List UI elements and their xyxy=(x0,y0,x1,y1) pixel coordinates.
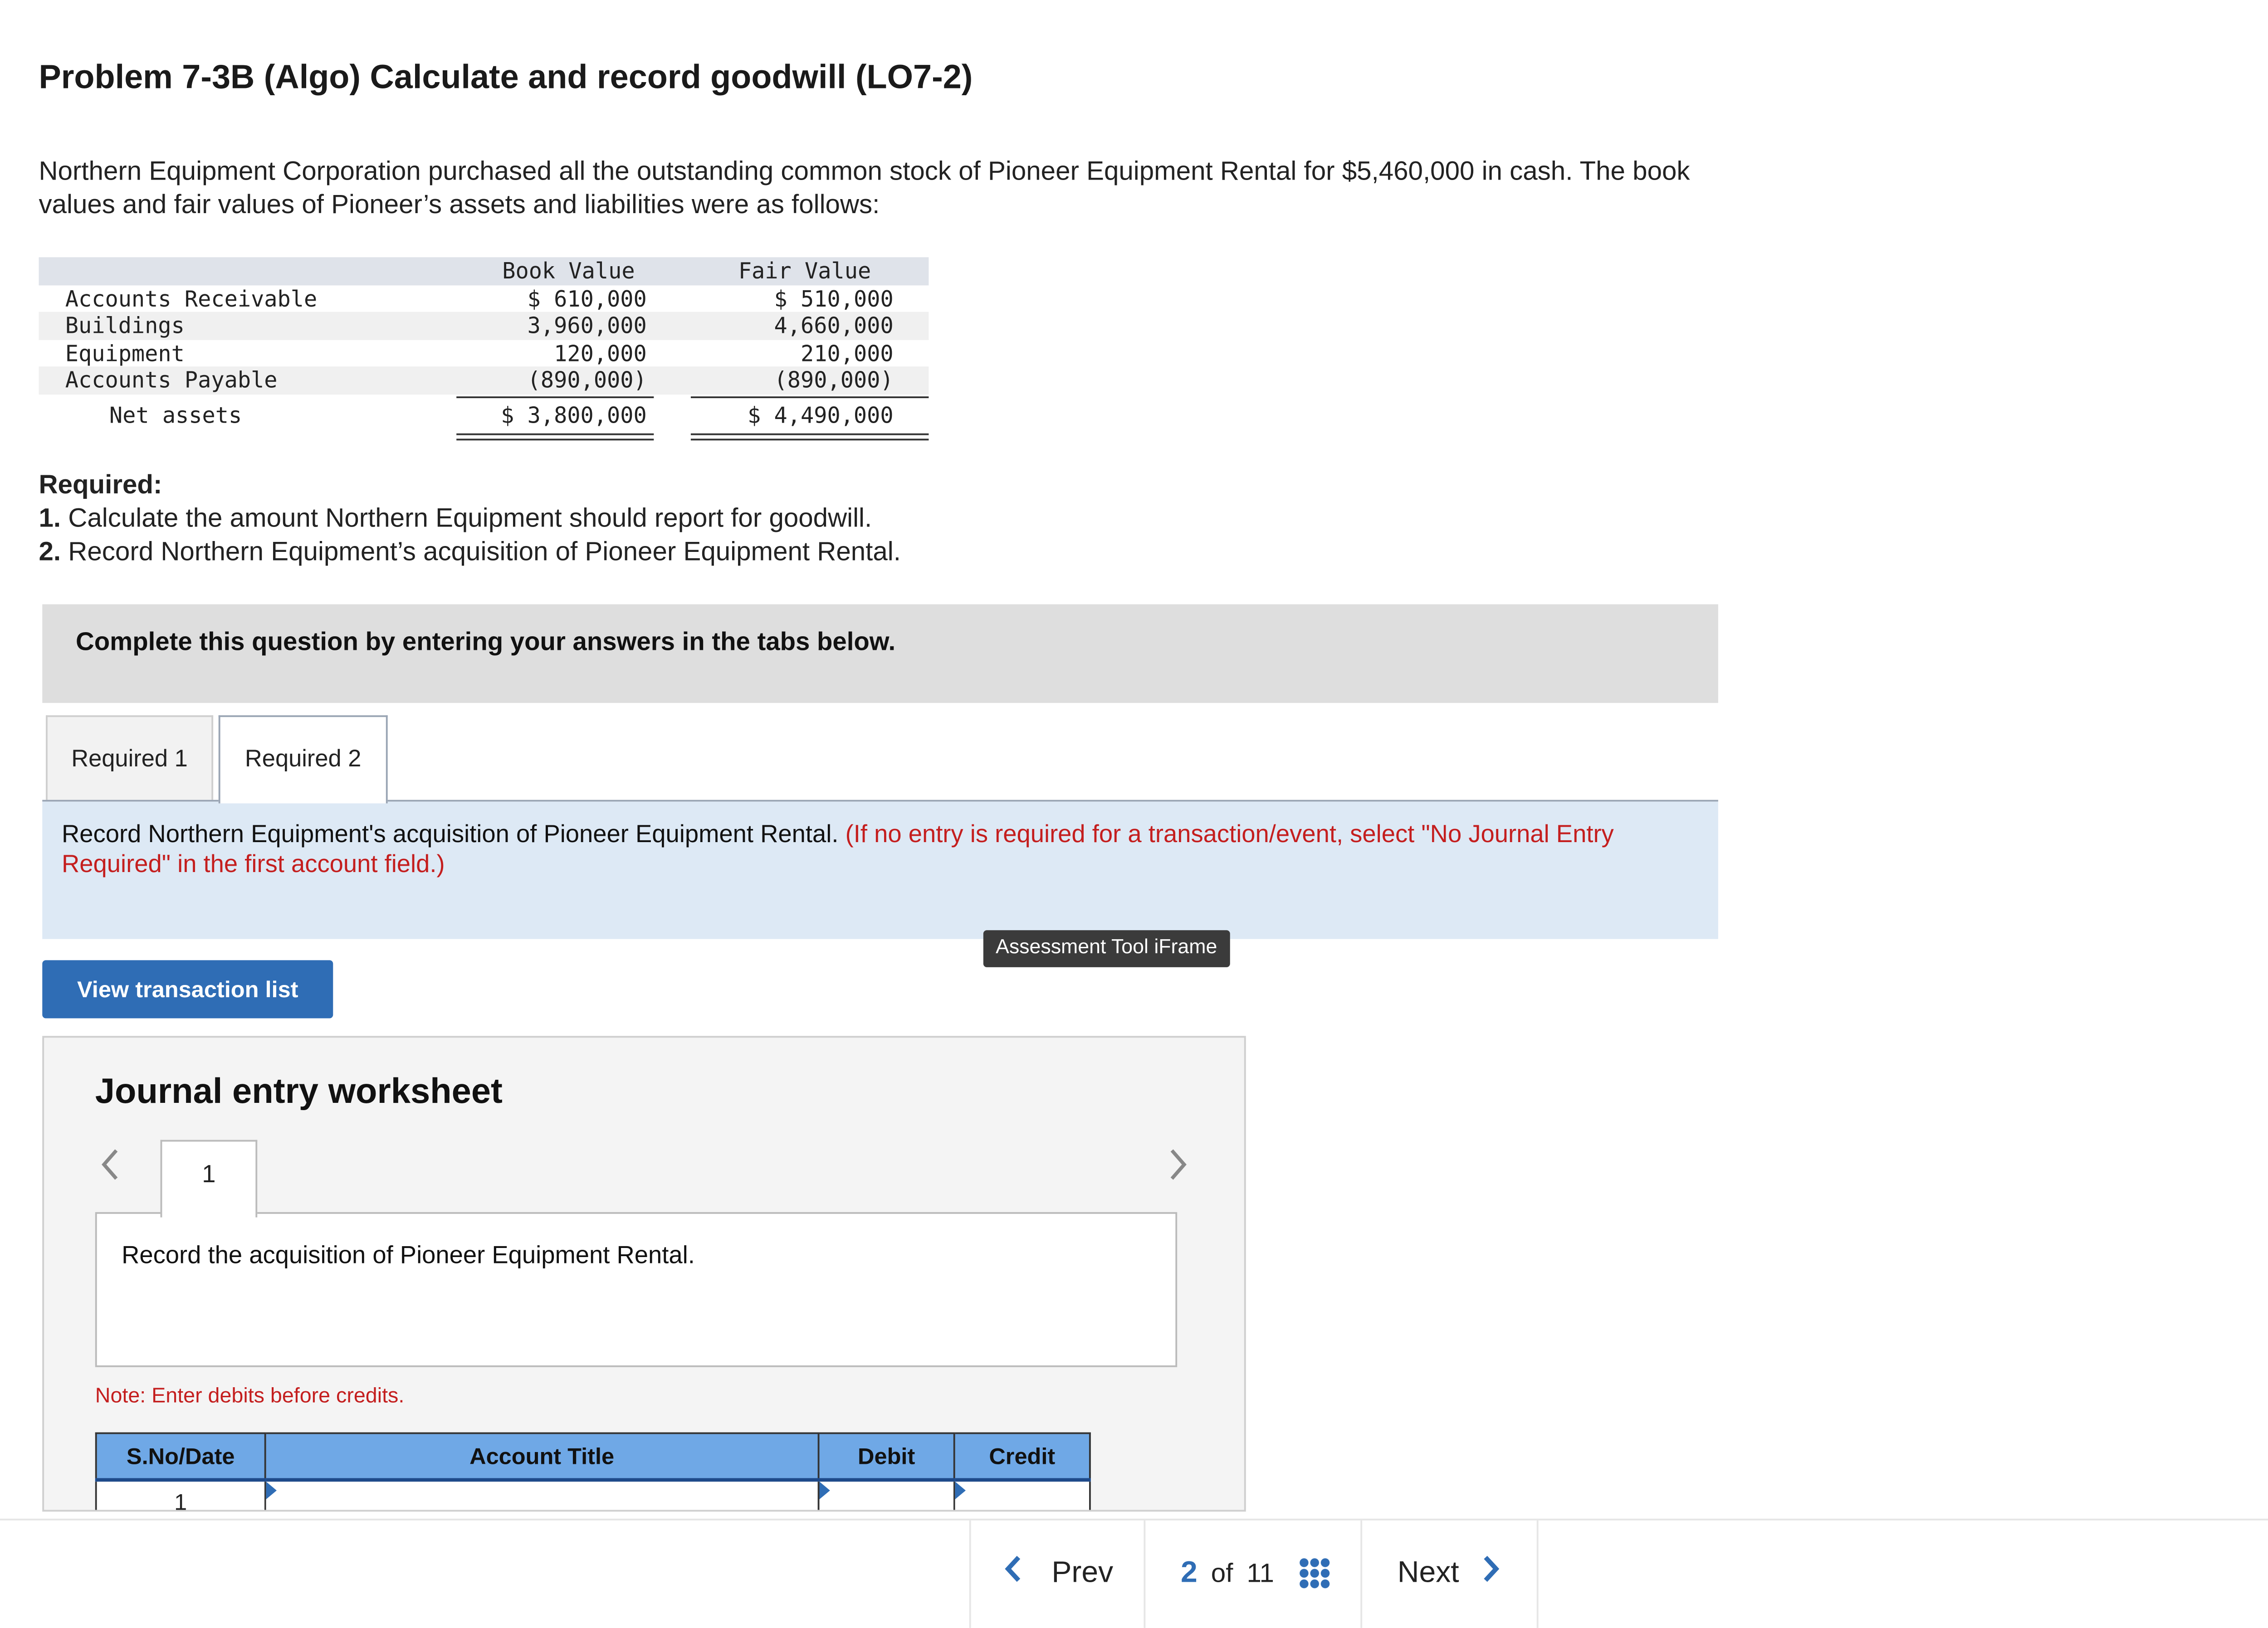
grid-icon[interactable] xyxy=(1299,1557,1330,1589)
financial-header-row xyxy=(39,257,929,284)
page-indicator xyxy=(1181,1555,1274,1591)
problem-title: Problem 7-3B (Algo) Calculate and record goodwill (LO7-2) xyxy=(39,60,973,97)
worksheet-next-chevron-icon[interactable] xyxy=(1168,1147,1190,1193)
required-heading: Required: xyxy=(39,470,162,501)
row-number: 1 xyxy=(96,1480,265,1511)
chevron-right-icon xyxy=(1481,1555,1499,1589)
required-item-2: Record Northern Equipment’s acquisition of Pioneer Equipment Rental. xyxy=(68,537,901,567)
account-title-input[interactable] xyxy=(265,1480,819,1511)
total-label: Net assets xyxy=(109,400,242,428)
header-fair-value: Fair Value xyxy=(738,257,871,284)
total-double-underline xyxy=(691,433,929,434)
row-label: Accounts Payable xyxy=(65,366,278,393)
assessment-tooltip: Assessment Tool iFrame xyxy=(983,930,1230,967)
financial-row xyxy=(39,366,929,394)
financial-table xyxy=(39,257,929,429)
subtotal-underline xyxy=(456,395,654,397)
row-fair: 4,660,000 xyxy=(774,312,894,338)
footer-divider xyxy=(1537,1521,1539,1628)
row-label: Buildings xyxy=(65,312,185,338)
row-book: (890,000) xyxy=(527,366,647,393)
journal-table xyxy=(95,1433,1091,1512)
next-label: Next xyxy=(1397,1555,1459,1589)
col-debit: Debit xyxy=(819,1433,954,1480)
total-book: $ 3,800,000 xyxy=(501,400,647,428)
problem-intro: Northern Equipment Corporation purchased all the outstanding common stock of Pioneer Equipment Rental for $5,460,000 in cash. The book values and fair values of Pioneer’s assets and liabilities were as follows: xyxy=(39,156,1690,219)
debit-input[interactable] xyxy=(819,1480,954,1511)
worksheet-title: Journal entry worksheet xyxy=(95,1072,503,1112)
col-account-title: Account Title xyxy=(265,1433,819,1480)
worksheet-prev-chevron-icon[interactable] xyxy=(99,1147,120,1193)
financial-total-row xyxy=(39,399,929,429)
next-button[interactable] xyxy=(1398,1555,1499,1591)
dropdown-marker-icon xyxy=(955,1482,966,1499)
journal-row xyxy=(96,1480,1090,1511)
page-current: 2 xyxy=(1180,1555,1198,1589)
page-total: 11 xyxy=(1246,1559,1274,1589)
row-book: $ 610,000 xyxy=(527,284,647,311)
dropdown-marker-icon xyxy=(820,1482,830,1499)
journal-worksheet xyxy=(42,1036,1246,1511)
required-section xyxy=(39,468,900,569)
entry-description-box xyxy=(95,1212,1177,1367)
tab-required-1[interactable]: Required 1 xyxy=(46,715,213,799)
row-book: 3,960,000 xyxy=(527,312,647,338)
required-num-2: 2. xyxy=(39,537,61,567)
prev-button[interactable] xyxy=(1004,1555,1113,1591)
footer-divider xyxy=(1360,1521,1362,1628)
page-of: of xyxy=(1211,1559,1233,1589)
instruction-text: Record Northern Equipment's acquisition of Pioneer Equipment Rental. xyxy=(61,819,839,848)
footer-divider xyxy=(969,1521,971,1628)
col-credit: Credit xyxy=(954,1433,1090,1480)
row-fair: $ 510,000 xyxy=(774,284,894,311)
worksheet-note: Note: Enter debits before credits. xyxy=(95,1383,405,1408)
col-sno-date: S.No/Date xyxy=(96,1433,265,1480)
entry-description: Record the acquisition of Pioneer Equipment Rental. xyxy=(122,1240,695,1269)
total-double-underline xyxy=(456,433,654,434)
financial-row xyxy=(39,339,929,366)
row-label: Accounts Receivable xyxy=(65,284,318,311)
instruction-hint: (If no entry is required for a transaction/event, select "No Journal Entry Required" in the first account field.) xyxy=(61,819,1614,877)
footer-divider xyxy=(1144,1521,1145,1628)
view-transaction-list-button[interactable]: View transaction list xyxy=(42,960,333,1018)
header-book-value: Book Value xyxy=(502,257,635,284)
bottom-nav xyxy=(0,1519,2268,1628)
instructions-banner xyxy=(42,604,1718,703)
banner-text: Complete this question by entering your answers in the tabs below. xyxy=(76,629,896,658)
row-fair: (890,000) xyxy=(774,366,894,393)
total-double-underline xyxy=(691,438,929,439)
tab-required-2[interactable]: Required 2 xyxy=(219,715,388,803)
row-book: 120,000 xyxy=(554,339,647,366)
prev-label: Prev xyxy=(1051,1555,1114,1589)
dropdown-marker-icon xyxy=(266,1482,277,1499)
financial-row xyxy=(39,312,929,339)
instruction-panel xyxy=(42,802,1718,939)
entry-tab-1[interactable]: 1 xyxy=(161,1140,258,1218)
credit-input[interactable] xyxy=(954,1480,1090,1511)
subtotal-underline xyxy=(691,395,929,397)
chevron-left-icon xyxy=(1004,1555,1030,1589)
financial-row xyxy=(39,284,929,312)
total-double-underline xyxy=(456,438,654,439)
required-item-1: Calculate the amount Northern Equipment should report for goodwill. xyxy=(68,504,872,534)
required-num-1: 1. xyxy=(39,504,61,534)
row-label: Equipment xyxy=(65,339,185,366)
journal-header-row xyxy=(96,1433,1090,1480)
row-fair: 210,000 xyxy=(801,339,894,366)
total-fair: $ 4,490,000 xyxy=(748,400,894,428)
